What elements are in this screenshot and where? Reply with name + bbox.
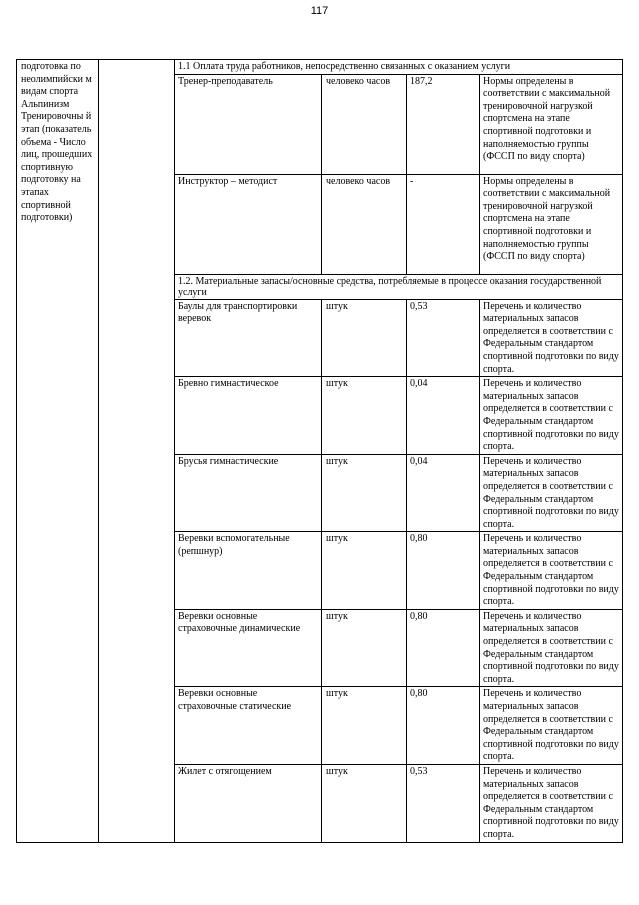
row-note: Перечень и количество материальных запасов определяется в соответствии с Федеральным стандартом спортивной подготовки по виду спорта. (480, 764, 623, 842)
row-value: 0,04 (407, 377, 480, 455)
row-unit: человеко часов (322, 74, 407, 174)
row-unit: штук (322, 532, 407, 610)
row-note: Перечень и количество материальных запасов определяется в соответствии с Федеральным стандартом спортивной подготовки по виду спорта. (480, 609, 623, 687)
empty-column-cell (99, 60, 175, 843)
row-note: Перечень и количество материальных запасов определяется в соответствии с Федеральным стандартом спортивной подготовки по виду спорта. (480, 377, 623, 455)
row-name: Жилет с отягощением (175, 764, 322, 842)
row-value: 0,53 (407, 299, 480, 377)
row-name: Веревки вспомогательные (репшнур) (175, 532, 322, 610)
row-name: Брусья гимнастические (175, 454, 322, 532)
row-unit: штук (322, 764, 407, 842)
row-note: Перечень и количество материальных запасов определяется в соответствии с Федеральным стандартом спортивной подготовки по виду спорта. (480, 532, 623, 610)
row-note: Перечень и количество материальных запасов определяется в соответствии с Федеральным стандартом спортивной подготовки по виду спорта. (480, 687, 623, 765)
row-name: Веревки основные страховочные динамические (175, 609, 322, 687)
row-unit: штук (322, 299, 407, 377)
service-description-cell: подготовка по неолимпийски м видам спорта Альпинизм Тренировочны й этап (показатель объема - Число лиц, прошедших спортивную подготовку на этапах спортивной подготовки) (17, 60, 99, 843)
row-name: Веревки основные страховочные статические (175, 687, 322, 765)
row-unit: штук (322, 454, 407, 532)
section-title: 1.2. Материальные запасы/основные средства, потребляемые в процессе оказания государственной услуги (175, 274, 623, 299)
row-unit: штук (322, 377, 407, 455)
row-note: Нормы определены в соответствии с максимальной тренировочной нагрузкой спортсмена на этапе спортивной подготовки и наполняемостью группы (ФССП по виду спорта) (480, 74, 623, 174)
row-name: Тренер-преподаватель (175, 74, 322, 174)
row-value: - (407, 174, 480, 274)
section-title: 1.1 Оплата труда работников, непосредственно связанных с оказанием услуги (175, 60, 623, 75)
row-unit: штук (322, 687, 407, 765)
row-value: 0,53 (407, 764, 480, 842)
row-value: 0,80 (407, 532, 480, 610)
row-unit: человеко часов (322, 174, 407, 274)
row-name: Бревно гимнастическое (175, 377, 322, 455)
row-name: Инструктор – методист (175, 174, 322, 274)
row-value: 187,2 (407, 74, 480, 174)
cost-norms-table (16, 59, 623, 843)
row-unit: штук (322, 609, 407, 687)
row-note: Перечень и количество материальных запасов определяется в соответствии с Федеральным стандартом спортивной подготовки по виду спорта. (480, 299, 623, 377)
row-note: Нормы определены в соответствии с максимальной тренировочной нагрузкой спортсмена на этапе спортивной подготовки и наполняемостью группы (ФССП по виду спорта) (480, 174, 623, 274)
page-number: 117 (310, 5, 329, 17)
row-value: 0,80 (407, 687, 480, 765)
row-note: Перечень и количество материальных запасов определяется в соответствии с Федеральным стандартом спортивной подготовки по виду спорта. (480, 454, 623, 532)
row-value: 0,04 (407, 454, 480, 532)
row-name: Баулы для транспортировки веревок (175, 299, 322, 377)
row-value: 0,80 (407, 609, 480, 687)
